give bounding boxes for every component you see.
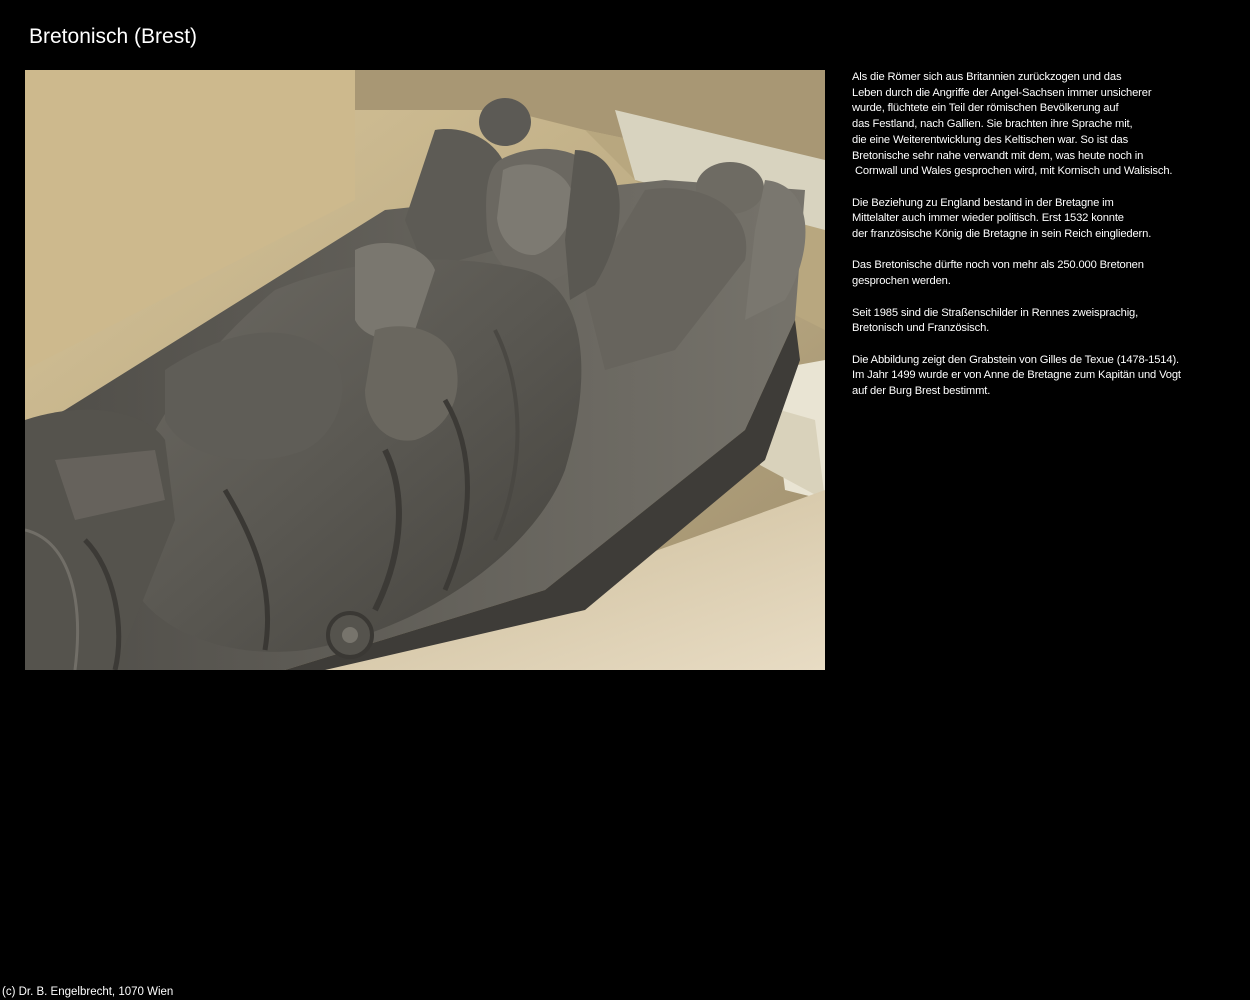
description-paragraph: Die Beziehung zu England bestand in der Bretagne im Mittelalter auch immer wieder politisch. Erst 1532 konnte der französische König die Bretagne in sein Reich eingliedern. bbox=[852, 196, 1152, 241]
description-paragraph: Das Bretonische dürfte noch von mehr als 250.000 Bretonen gesprochen werden. bbox=[852, 259, 1144, 288]
description-paragraph: Seit 1985 sind die Straßenschilder in Rennes zweisprachig, Bretonisch und Französisch. bbox=[852, 306, 1139, 335]
description-text bbox=[852, 70, 1237, 415]
description-paragraph: Die Abbildung zeigt den Grabstein von Gilles de Texue (1478-1514). Im Jahr 1499 wurde er von Anne de Bretagne zum Kapitän und Vogt auf der Burg Brest bestimmt. bbox=[852, 353, 1181, 397]
description-paragraph: Als die Römer sich aus Britannien zurückzogen und das Leben durch die Angriffe der Angel-Sachsen immer unsicherer wurde, flüchtete ein Teil der römischen Bevölkerung auf das Festland, nach Gallien. Sie brachten ihre Sprache mit, die eine Weiterentwicklung des Keltischen war. So ist das Bretonische sehr nahe verwandt mit dem, was heute noch in Cornwall und Wales gesprochen wird, mit Kornisch und Walisisch. bbox=[852, 71, 1173, 178]
page-title: Bretonisch (Brest) bbox=[29, 25, 198, 48]
stone-effigy-image bbox=[25, 70, 825, 670]
copyright-footer: (c) Dr. B. Engelbrecht, 1070 Wien bbox=[2, 986, 174, 998]
